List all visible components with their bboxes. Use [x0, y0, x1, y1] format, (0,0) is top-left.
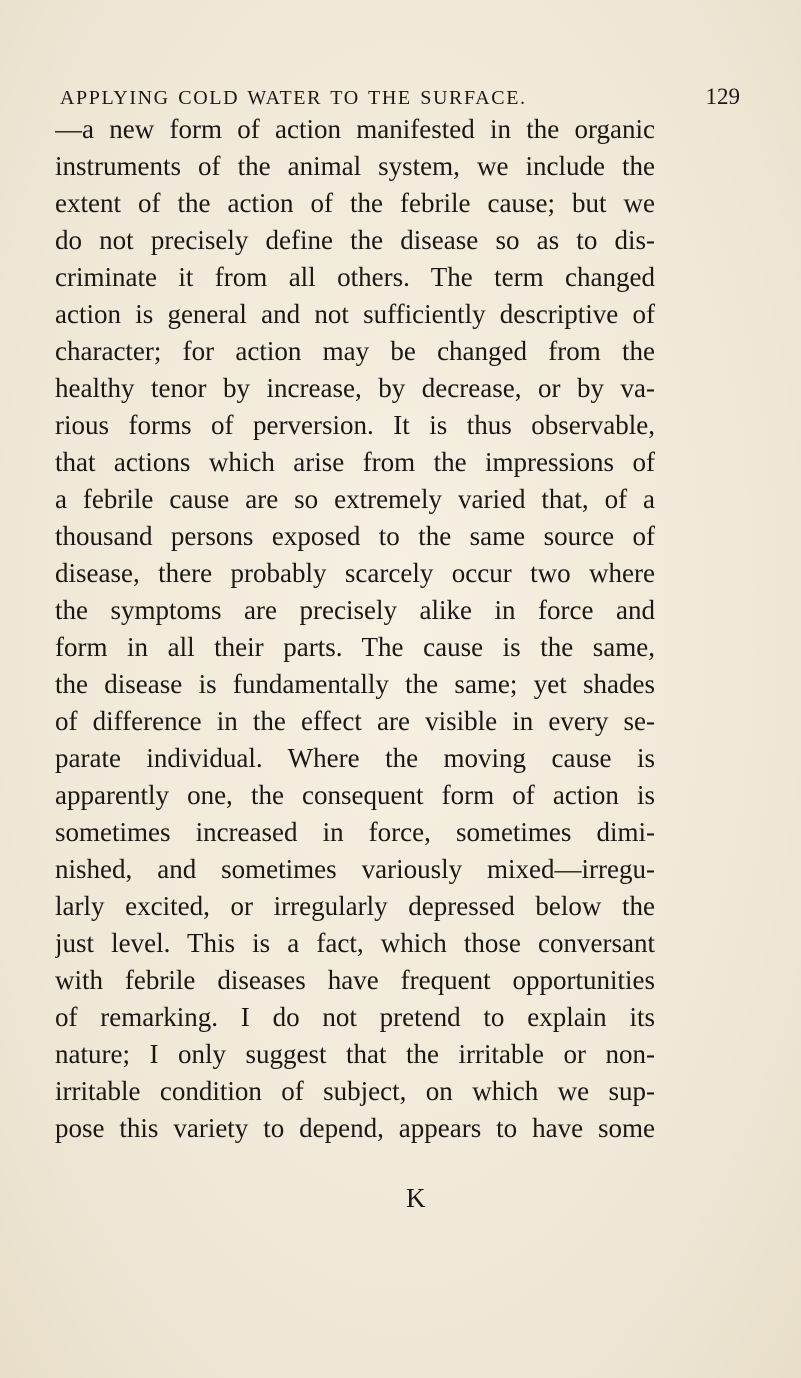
running-head-title: APPLYING COLD WATER TO THE SURFACE.	[60, 87, 527, 109]
text-line: with febrile diseases have frequent opportunities	[55, 965, 655, 995]
text-line: nature; I only suggest that the irritable or non-	[55, 1039, 655, 1069]
text-line: rious forms of perversion. It is thus observable,	[55, 410, 655, 440]
text-line: disease, there probably scarcely occur two where	[55, 558, 655, 588]
text-line: instruments of the animal system, we include the	[55, 151, 655, 181]
text-line: criminate it from all others. The term changed	[55, 262, 655, 292]
body-text	[55, 111, 655, 1147]
text-line: thousand persons exposed to the same source of	[55, 521, 655, 551]
signature-mark: K	[406, 1183, 426, 1213]
text-line: parate individual. Where the moving cause is	[55, 743, 655, 773]
text-line: sometimes increased in force, sometimes dimi-	[55, 817, 655, 847]
text-line: irritable condition of subject, on which we sup-	[55, 1076, 655, 1106]
text-line: of difference in the effect are visible in every se-	[55, 706, 655, 736]
text-line: do not precisely define the disease so as to dis-	[55, 225, 655, 255]
text-line: —a new form of action manifested in the organic	[55, 114, 655, 144]
text-line: nished, and sometimes variously mixed—irregu-	[55, 854, 655, 884]
text-line: action is general and not sufficiently descriptive of	[55, 299, 655, 329]
text-line: healthy tenor by increase, by decrease, or by va-	[55, 373, 655, 403]
page-number: 129	[705, 84, 740, 109]
text-line: the symptoms are precisely alike in force and	[55, 595, 655, 625]
text-line: the disease is fundamentally the same; yet shades	[55, 669, 655, 699]
text-line: that actions which arise from the impressions of	[55, 447, 655, 477]
text-line: character; for action may be changed from the	[55, 336, 655, 366]
text-line: form in all their parts. The cause is the same,	[55, 632, 655, 662]
text-line: a febrile cause are so extremely varied that, of a	[55, 484, 655, 514]
text-line: extent of the action of the febrile cause; but we	[55, 188, 655, 218]
text-line: just level. This is a fact, which those conversant	[55, 928, 655, 958]
text-line: apparently one, the consequent form of action is	[55, 780, 655, 810]
text-line: of remarking. I do not pretend to explain its	[55, 1002, 655, 1032]
text-line: pose this variety to depend, appears to have some	[55, 1113, 655, 1143]
text-line: larly excited, or irregularly depressed below the	[55, 891, 655, 921]
